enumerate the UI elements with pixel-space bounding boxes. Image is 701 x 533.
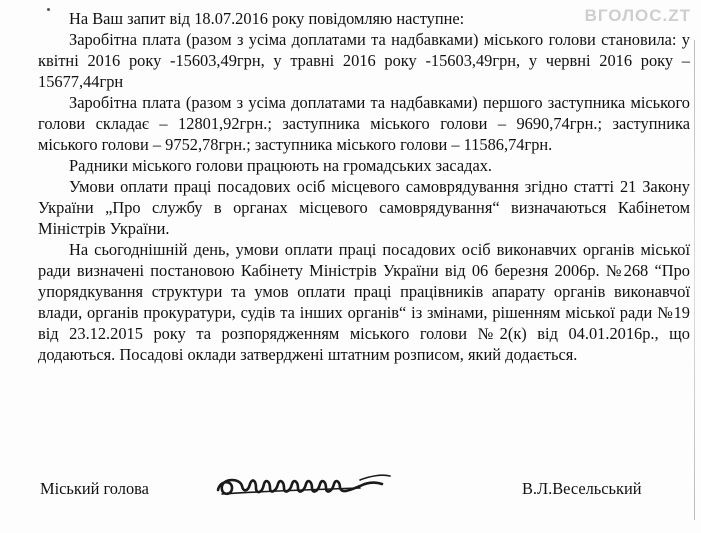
paragraph-advisors: Радники міського голови працюють на громадських засадах. xyxy=(69,156,493,175)
watermark-logo: ВГОЛОС.ZT xyxy=(584,6,691,25)
scan-edge xyxy=(694,40,695,520)
handwritten-signature xyxy=(210,470,410,504)
signature-block xyxy=(0,470,701,510)
paragraph-payment-conditions: Умови оплати праці посадових осіб місцевого самоврядування згідно статті 21 Закону України „Про службу в органах місцевого самоврядування“ визначаються Кабінетом Міністрів України. xyxy=(38,177,690,238)
signatory-name: В.Л.Весельський xyxy=(522,479,642,498)
paragraph-intro: На Ваш запит від 18.07.2016 року повідомляю наступне: xyxy=(69,9,465,28)
paragraph-current-conditions: На сьогоднішній день, умови оплати праці посадових осіб виконавчих органів міської ради визначені постановою Кабінету Міністрів України від 06 березня 2006р. №268 “Про упорядкування структури та умов оплати праці працівників апарату органів виконавчої влади, органів прокуратури, судів та інших органів“ із змінами, рішенням міської ради №19 від 23.12.2015 року та розпорядженням міського голови №2(к) від 04.01.2016р., що додаються. Посадові оклади затверджені штатним розписом, який додається. xyxy=(38,240,690,364)
paragraph-mayor-salary: Заробітна плата (разом з усіма доплатами та надбавками) міського голови становила: у квітні 2016 року -15603,49грн, у травні 2016 року -15603,49грн, у червні 2016 року – 15677,44грн xyxy=(38,30,690,91)
letter-body xyxy=(38,8,690,365)
signatory-title: Міський голова xyxy=(40,479,149,498)
paragraph-deputies-salary: Заробітна плата (разом з усіма доплатами та надбавками) першого заступника міського голови складає – 12801,92грн.; заступника міського голови – 9690,74грн.; заступника міського голови – 9752,78грн.; заступника міського голови – 11586,74грн. xyxy=(38,93,690,154)
